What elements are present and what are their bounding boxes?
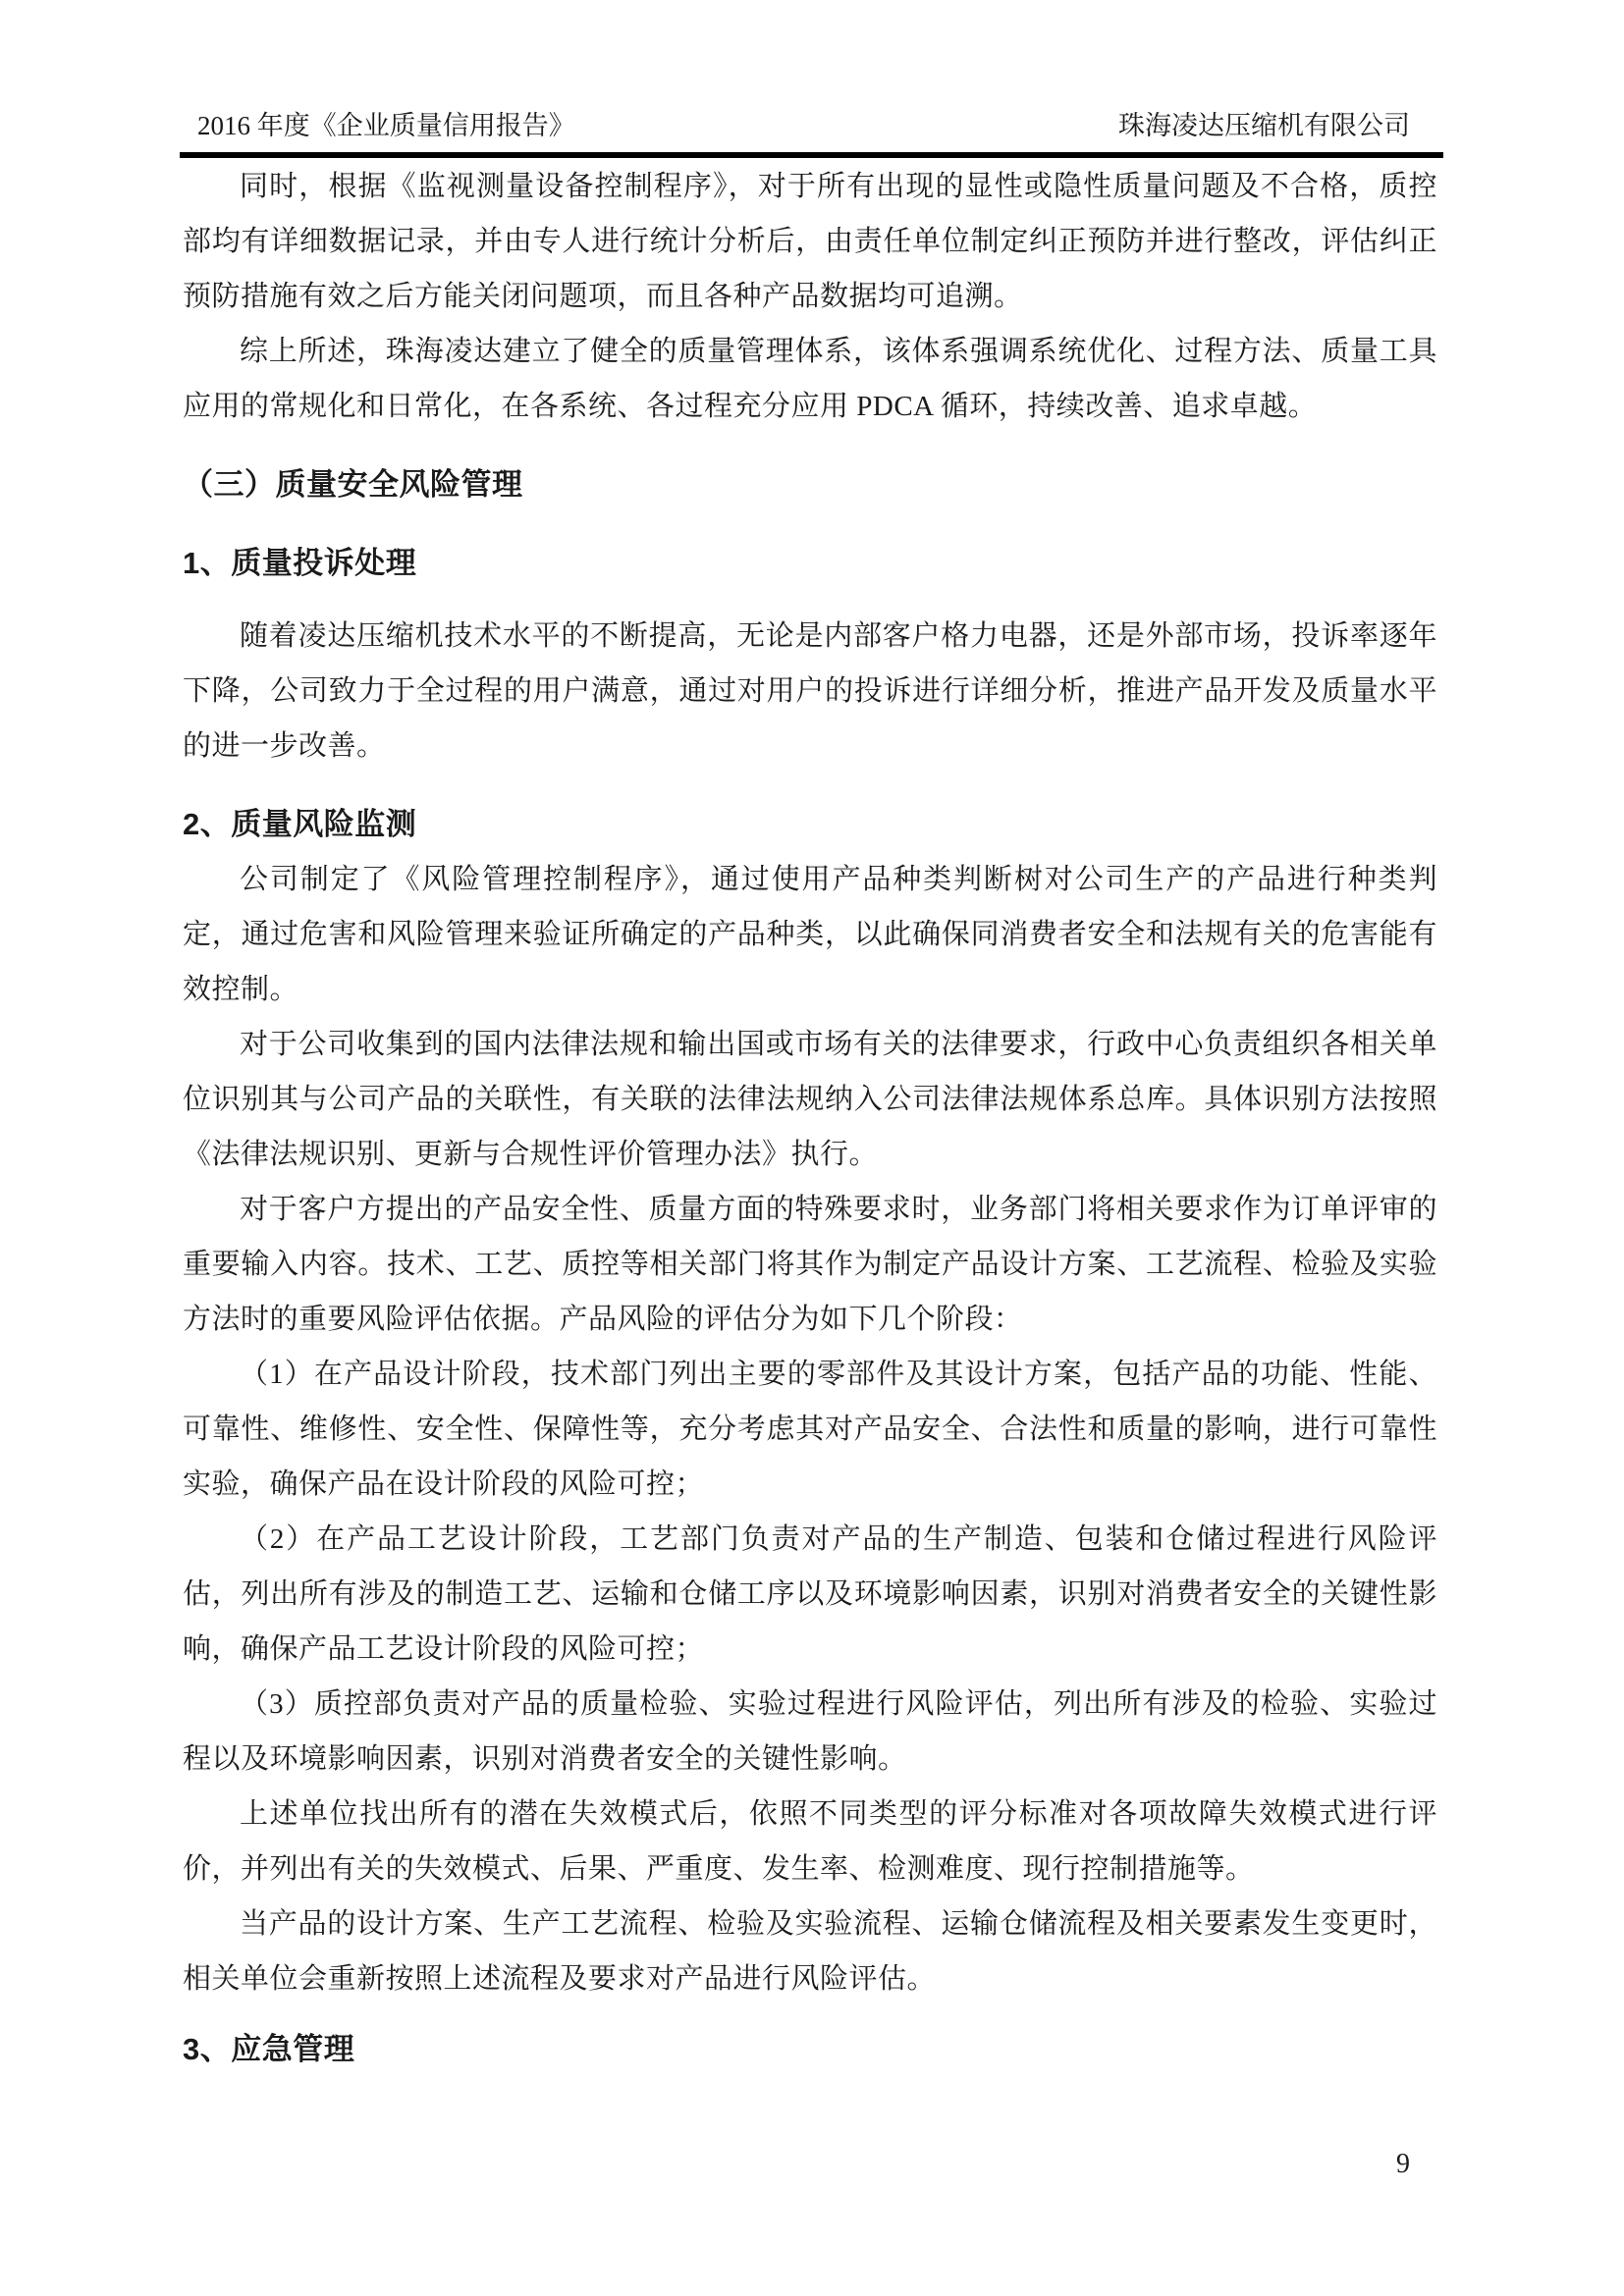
paragraph-risk-procedure: 公司制定了《风险管理控制程序》，通过使用产品种类判断树对公司生产的产品进行种类判定，通过危害和风险管理来验证所确定的产品种类，以此确保同消费者安全和法规有关的危害能有效控制。: [183, 864, 1437, 1005]
heading-emergency-management: 3、应急管理: [183, 2032, 355, 2066]
heading-risk-monitoring: 2、质量风险监测: [183, 807, 417, 841]
paragraph-complaint-handling: 随着凌达压缩机技术水平的不断提高，无论是内部客户格力电器，还是外部市场，投诉率逐年下降，公司致力于全过程的用户满意，通过对用户的投诉进行详细分析，推进产品开发及质量水平的进一步改善。: [183, 620, 1437, 762]
heading-complaint-handling: 1、质量投诉处理: [183, 546, 417, 580]
header-report-title: 2016 年度《企业质量信用报告》: [197, 111, 575, 140]
paragraph-failure-modes: 上述单位找出所有的潜在失效模式后，依照不同类型的评分标准对各项故障失效模式进行评价，并列出有关的失效模式、后果、严重度、发生率、检测难度、现行控制措施等。: [183, 1798, 1437, 1885]
page-header: [180, 108, 1443, 158]
paragraph-stage-2-process-design: （2）在产品工艺设计阶段，工艺部门负责对产品的生产制造、包装和仓储过程进行风险评估，列出所有涉及的制造工艺、运输和仓储工序以及环境影响因素，识别对消费者安全的关键性影响，确保产品工艺设计阶段的风险可控；: [183, 1523, 1437, 1665]
document-content: [183, 159, 1437, 2077]
paragraph-summary: 综上所述，珠海凌达建立了健全的质量管理体系，该体系强调系统优化、过程方法、质量工具应用的常规化和日常化，在各系统、各过程充分应用 PDCA 循环，持续改善、追求卓越。: [183, 336, 1437, 422]
paragraph-stage-1-design: （1）在产品设计阶段，技术部门列出主要的零部件及其设计方案，包括产品的功能、性能、可靠性、维修性、安全性、保障性等，充分考虑其对产品安全、合法性和质量的影响，进行可靠性实验，确保产品在设计阶段的风险可控；: [183, 1359, 1437, 1500]
paragraph-laws-regulations: 对于公司收集到的国内法律法规和输出国或市场有关的法律要求，行政中心负责组织各相关单位识别其与公司产品的关联性，有关联的法律法规纳入公司法律法规体系总库。具体识别方法按照《法律法规识别、更新与合规性评价管理办法》执行。: [183, 1029, 1437, 1170]
paragraph-stage-3-quality-inspection: （3）质控部负责对产品的质量检验、实验过程进行风险评估，列出所有涉及的检验、实验过程以及环境影响因素，识别对消费者安全的关键性影响。: [183, 1688, 1437, 1775]
section-heading-quality-safety-risk: （三）质量安全风险管理: [183, 467, 523, 502]
paragraph-customer-requirements: 对于客户方提出的产品安全性、质量方面的特殊要求时，业务部门将相关要求作为订单评审的重要输入内容。技术、工艺、质控等相关部门将其作为制定产品设计方案、工艺流程、检验及实验方法时的重要风险评估依据。产品风险的评估分为如下几个阶段：: [183, 1194, 1437, 1335]
header-company-name: 珠海凌达压缩机有限公司: [1118, 111, 1410, 140]
page-number: 9: [1396, 2149, 1410, 2179]
paragraph-change-reassessment: 当产品的设计方案、生产工艺流程、检验及实验流程、运输仓储流程及相关要素发生变更时，相关单位会重新按照上述流程及要求对产品进行风险评估。: [183, 1908, 1437, 1995]
paragraph-measurement-control: 同时，根据《监视测量设备控制程序》，对于所有出现的显性或隐性质量问题及不合格，质控部均有详细数据记录，并由专人进行统计分析后，由责任单位制定纠正预防并进行整改，评估纠正预防措施有效之后方能关闭问题项，而且各种产品数据均可追溯。: [183, 171, 1437, 312]
